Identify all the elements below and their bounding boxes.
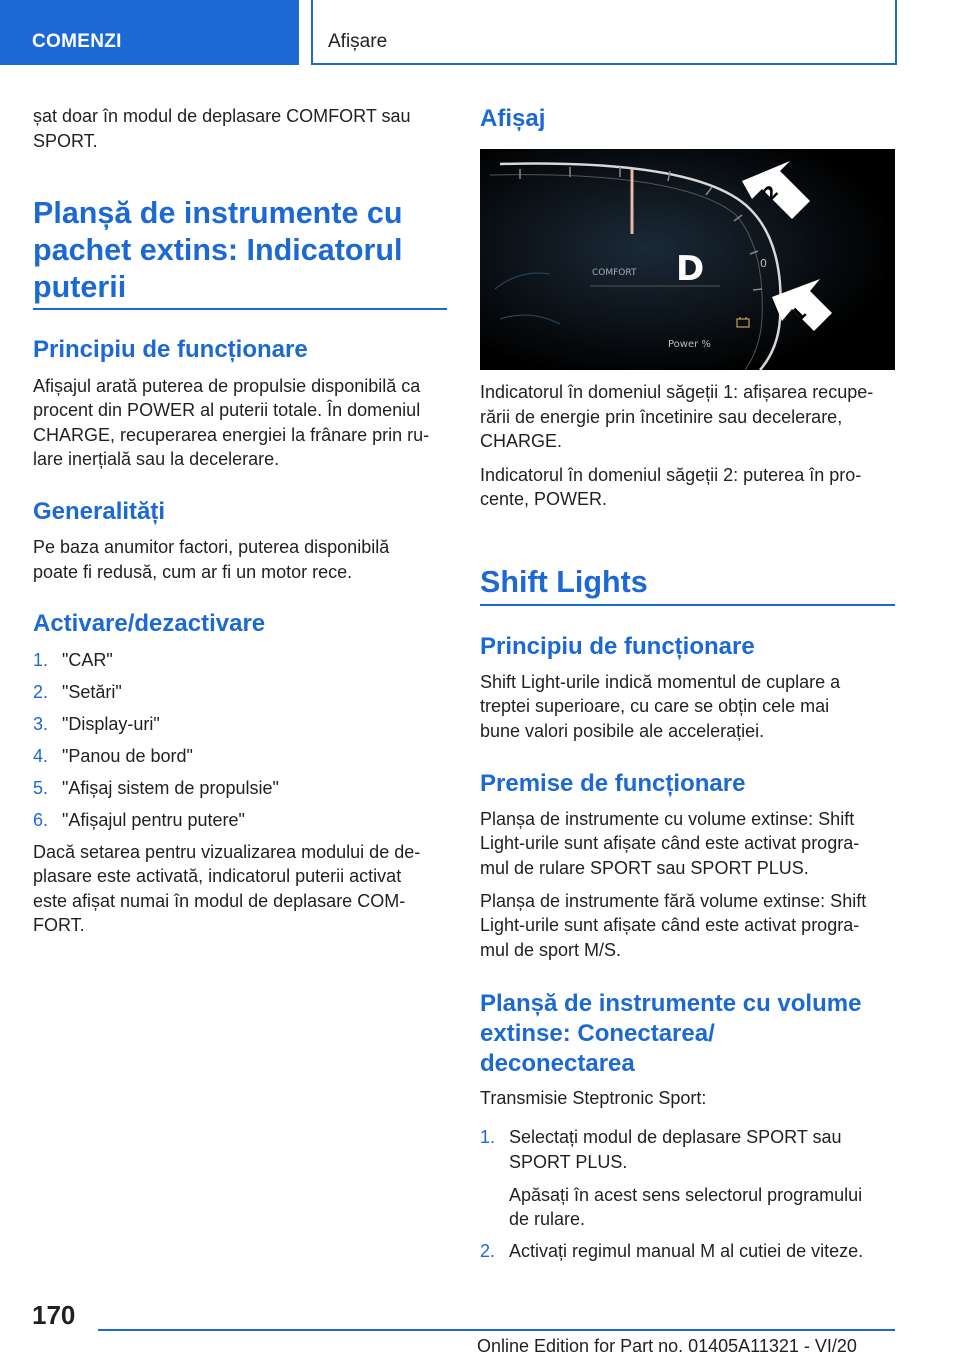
section-heading: pachet extins: Indicatorul (33, 233, 403, 267)
header-section-label: COMENZI (32, 31, 122, 52)
caption-line: Indicatorul în domeniul săgeții 2: puterea în pro- (480, 465, 862, 485)
list-subtext: de rulare. (509, 1209, 586, 1229)
list-number: 3. (33, 714, 49, 734)
header-subsection-tab (311, 0, 897, 65)
intro-line: șat doar în modul de deplasare COMFORT sau (33, 106, 411, 126)
list-text: "Setări" (62, 682, 122, 702)
list-text: "CAR" (62, 650, 113, 670)
subheading-principle: Principiu de funcționare (33, 336, 308, 363)
list-number: 6. (33, 810, 49, 830)
list-text: Selectați modul de deplasare SPORT sau (509, 1127, 842, 1147)
gauge-label: Power % (668, 339, 711, 350)
list-number: 2. (33, 682, 49, 702)
list-subtext: Apăsați în acest sens selectorul programului (509, 1185, 863, 1205)
paragraph-line: plasare este activată, indicatorul puterii activat (33, 866, 402, 886)
subheading-principle: Principiu de funcționare (480, 633, 755, 660)
caption-line: CHARGE. (480, 431, 563, 451)
paragraph-line: treptei superioare, cu care se obțin cele mai (480, 696, 830, 716)
heading-rule (33, 308, 447, 310)
list-number: 4. (33, 746, 49, 766)
list-text: "Display-uri" (62, 714, 160, 734)
list-text-continued: SPORT PLUS. (509, 1152, 628, 1172)
subheading-display: Afișaj (480, 105, 546, 132)
paragraph-line: lare inerțială sau la decelerare. (33, 449, 280, 469)
paragraph-line: mul de sport M/S. (480, 940, 622, 960)
paragraph-line: Transmisie Steptronic Sport: (480, 1088, 707, 1108)
page-number: 170 (32, 1300, 76, 1330)
caption-line: cente, POWER. (480, 489, 608, 509)
footer-rule (98, 1329, 895, 1331)
paragraph-line: Pe baza anumitor factori, puterea disponibilă (33, 537, 390, 557)
paragraph-line: este afișat numai în modul de deplasare COM- (33, 891, 406, 911)
list-number: 1. (480, 1127, 496, 1147)
header-section-tab (0, 0, 299, 65)
paragraph-line: Planșa de instrumente fără volume extinse: Shift (480, 891, 867, 911)
paragraph-line: CHARGE, recuperarea energiei la frânare prin ru- (33, 425, 430, 445)
paragraph-line: FORT. (33, 915, 85, 935)
subheading-prerequisites: Premise de funcționare (480, 770, 746, 797)
subheading-toggle: Planșă de instrumente cu volume (480, 990, 862, 1017)
paragraph-line: Shift Light-urile indică momentul de cuplare a (480, 672, 841, 692)
caption-line: Indicatorul în domeniul săgeții 1: afișarea recupe- (480, 382, 874, 402)
list-number: 2. (480, 1241, 496, 1261)
mode-label: COMFORT (592, 268, 637, 278)
paragraph-line: Planșa de instrumente cu volume extinse: Shift (480, 809, 855, 829)
list-text: Activați regimul manual M al cutiei de viteze. (509, 1241, 864, 1261)
list-text: "Afișaj sistem de propulsie" (62, 778, 279, 798)
intro-line: SPORT. (33, 131, 98, 151)
arrow-1-label: 1 (787, 302, 811, 327)
instrument-cluster-image (480, 149, 895, 370)
paragraph-line: Light-urile sunt afișate când este activat progra- (480, 833, 860, 853)
paragraph-line: bune valori posibile ale accelerației. (480, 721, 765, 741)
paragraph-line: procent din POWER al puterii totale. În domeniul (33, 400, 421, 420)
paragraph-line: Light-urile sunt afișate când este activat progra- (480, 915, 860, 935)
arrow-2-label: 2 (759, 181, 783, 206)
caption-line: rării de energie prin încetinire sau decelerare, (480, 407, 843, 427)
heading-rule (480, 604, 895, 606)
gauge-illustration (480, 149, 895, 370)
paragraph-line: Afișajul arată puterea de propulsie disponibilă ca (33, 376, 421, 396)
list-number: 5. (33, 778, 49, 798)
list-text: "Panou de bord" (62, 746, 193, 766)
paragraph-line: Dacă setarea pentru vizualizarea modului de de- (33, 842, 421, 862)
section-heading: Planșă de instrumente cu (33, 196, 403, 230)
section-heading-shift-lights: Shift Lights (480, 565, 648, 599)
subheading-toggle: deconectarea (480, 1050, 635, 1077)
list-number: 1. (33, 650, 49, 670)
list-text: "Afișajul pentru putere" (62, 810, 245, 830)
header-subsection-label: Afișare (328, 31, 388, 52)
section-heading: puterii (33, 270, 127, 304)
zero-label: 0 (760, 257, 767, 270)
subheading-activation: Activare/dezactivare (33, 610, 266, 637)
subheading-general: Generalități (33, 498, 166, 525)
subheading-toggle: extinse: Conectarea/ (480, 1020, 715, 1047)
gear-indicator: D (676, 249, 705, 289)
paragraph-line: poate fi redusă, cum ar fi un motor rece. (33, 562, 353, 582)
footer-edition: Online Edition for Part no. 01405A11321 - VI/20 (477, 1336, 857, 1356)
paragraph-line: mul de rulare SPORT sau SPORT PLUS. (480, 858, 809, 878)
